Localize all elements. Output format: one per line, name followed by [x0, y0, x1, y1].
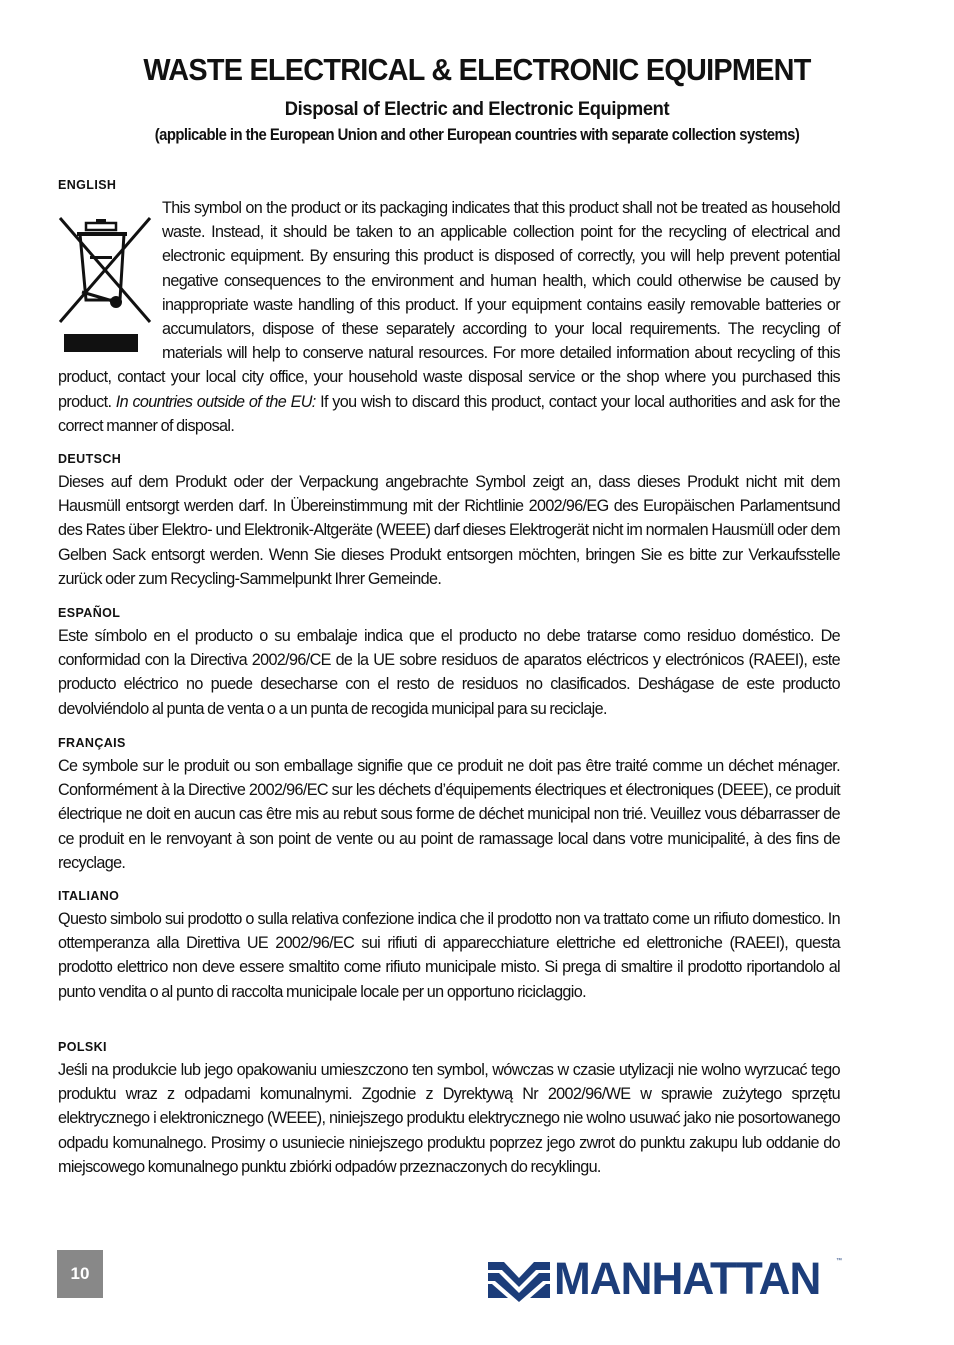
section-language-label: ENGLISH [58, 178, 117, 192]
manhattan-logo [488, 1253, 846, 1304]
page-number [57, 1250, 103, 1298]
page-subtitle: Disposal of Electric and Electronic Equipment [284, 98, 670, 120]
section-body: Ce symbole sur le produit ou son emballage signifie que ce produit ne doit pas être traité comme un déchet ménager. Conformément à la Directive 2002/96/EC sur les déchets d’équipements électriques et électroniques (DEEE), ce produit électrique ne doit en aucun cas être mis au rebut sous forme de déchet municipal non trié. Veuillez vous débarrasser de ce produit en le renvoyant à son point de vente ou au point de ramassage local dans votre municipalité, à des fins de recyclage. [58, 757, 840, 872]
section-body: Questo simbolo sui prodotto o sulla relativa confezione indica che il prodotto non va trattato come un rifiuto domestico. In ottemperanza alla Direttiva UE 2002/96/EC sui rifiuti di apparecchiature elettriche ed elettroniche (RAEEI), questa prodotto elettrico non deve essere smaltito come rifiuto municipale misto. Si prega di smaltire il prodotto riportandolo al punto vendita o al punto di raccolta municipale locale per un opportuno riciclaggio. [58, 910, 840, 1001]
section-language-label: DEUTSCH [58, 452, 122, 466]
section-body: Este símbolo en el producto o su embalaje indica que el producto no debe tratarse como residuo doméstico. De conformidad con la Directiva 2002/96/CE de la UE sobre residuos de aparatos eléctricos y electrónicos (RAEEI), este producto eléctrico no puede desecharse con el resto de residuos no clasificados. Deshágase de este producto devolviéndolo al punta de venta o a un punta de recogida municipal para su reciclaje. [58, 627, 840, 718]
section-italiano [58, 889, 840, 1004]
english-text-after: If you wish to discard this product, contact your local authorities and ask for the correct manner of disposal. [58, 392, 840, 435]
english-text: This symbol on the product or its packaging indicates that this product shall not be treated as household waste. Instead, it should be taken to an applicable collection point for the recycling of electrical and electronic equipment. By ensuring this product is disposed of correctly, you will help prevent potential negative consequences to the environment and human health, which could otherwise be caused by inappropriate waste handling of this product. If your equipment contains easily removable batteries or accumulators, dispose of these separately according to your local requirements. The recycling of materials will help to conserve natural resources. For more detailed information about recycling of this product, contact your local city office, your household waste disposal service or the shop where you purchased this product. [58, 199, 840, 411]
page-title: WASTE ELECTRICAL & ELECTRONIC EQUIPMENT [143, 52, 811, 87]
section-language-label: FRANÇAIS [58, 736, 126, 750]
english-italic-text: In countries outside of the EU: [115, 392, 316, 411]
section-deutsch [58, 452, 840, 591]
manhattan-logo-mark-icon [488, 1256, 550, 1302]
page-note: (applicable in the European Union and other European countries with separate collection systems) [154, 126, 800, 144]
weee-bin-icon [58, 216, 154, 356]
logo-text: MANHATTAN [554, 1253, 821, 1304]
section-language-label: ITALIANO [58, 889, 120, 903]
weee-bar [64, 334, 138, 352]
section-body [58, 196, 840, 438]
section-language-label: ESPAÑOL [58, 606, 121, 620]
trademark-symbol: ™ [836, 1258, 842, 1264]
section-polski [58, 1040, 840, 1179]
section-english [58, 178, 840, 438]
section-language-label: POLSKI [58, 1040, 107, 1054]
page-number-text: 10 [70, 1264, 90, 1283]
section-body: Dieses auf dem Produkt oder der Verpackung angebrachte Symbol zeigt an, dass dieses Produkt nicht mit dem Hausmüll entsorgt werden darf. In Übereinstimmung mit der Richtlinie 2002/96/EG des Europäischen Parlamentsund des Rates über Elektro- und Elektronik-Altgeräte (WEEE) darf dieses Elektrogerät nicht im normalen Hausmüll oder dem Gelben Sack entsorgt werden. Wenn Sie dieses Produkt entsorgen möchten, bringen Sie es bitte zur Verkaufsstelle zurück oder zum Recycling-Sammelpunkt Ihrer Gemeinde. [58, 473, 840, 588]
section-espanol [58, 606, 840, 721]
section-body: Jeśli na produkcie lub jego opakowaniu umieszczono ten symbol, wówczas w czasie utylizacji nie wolno wyrzucać tego produktu wraz z odpadami komunalnymi. Zgodnie z Dyrektywą Nr 2002/96/WE w sprawie zużytego sprzętu elektrycznego i elektronicznego (WEEE), niniejszego produktu elektrycznego nie wolno usuwać jako nie posortowanego odpadu komunalnego. Prosimy o usuniecie niniejszego produktu poprzez jego zwrot do punktu zakupu lub oddanie do miejscowego komunalnego punktu zbiórki odpadów przeznaczonych do recyklingu. [58, 1061, 840, 1176]
section-francais [58, 736, 840, 875]
